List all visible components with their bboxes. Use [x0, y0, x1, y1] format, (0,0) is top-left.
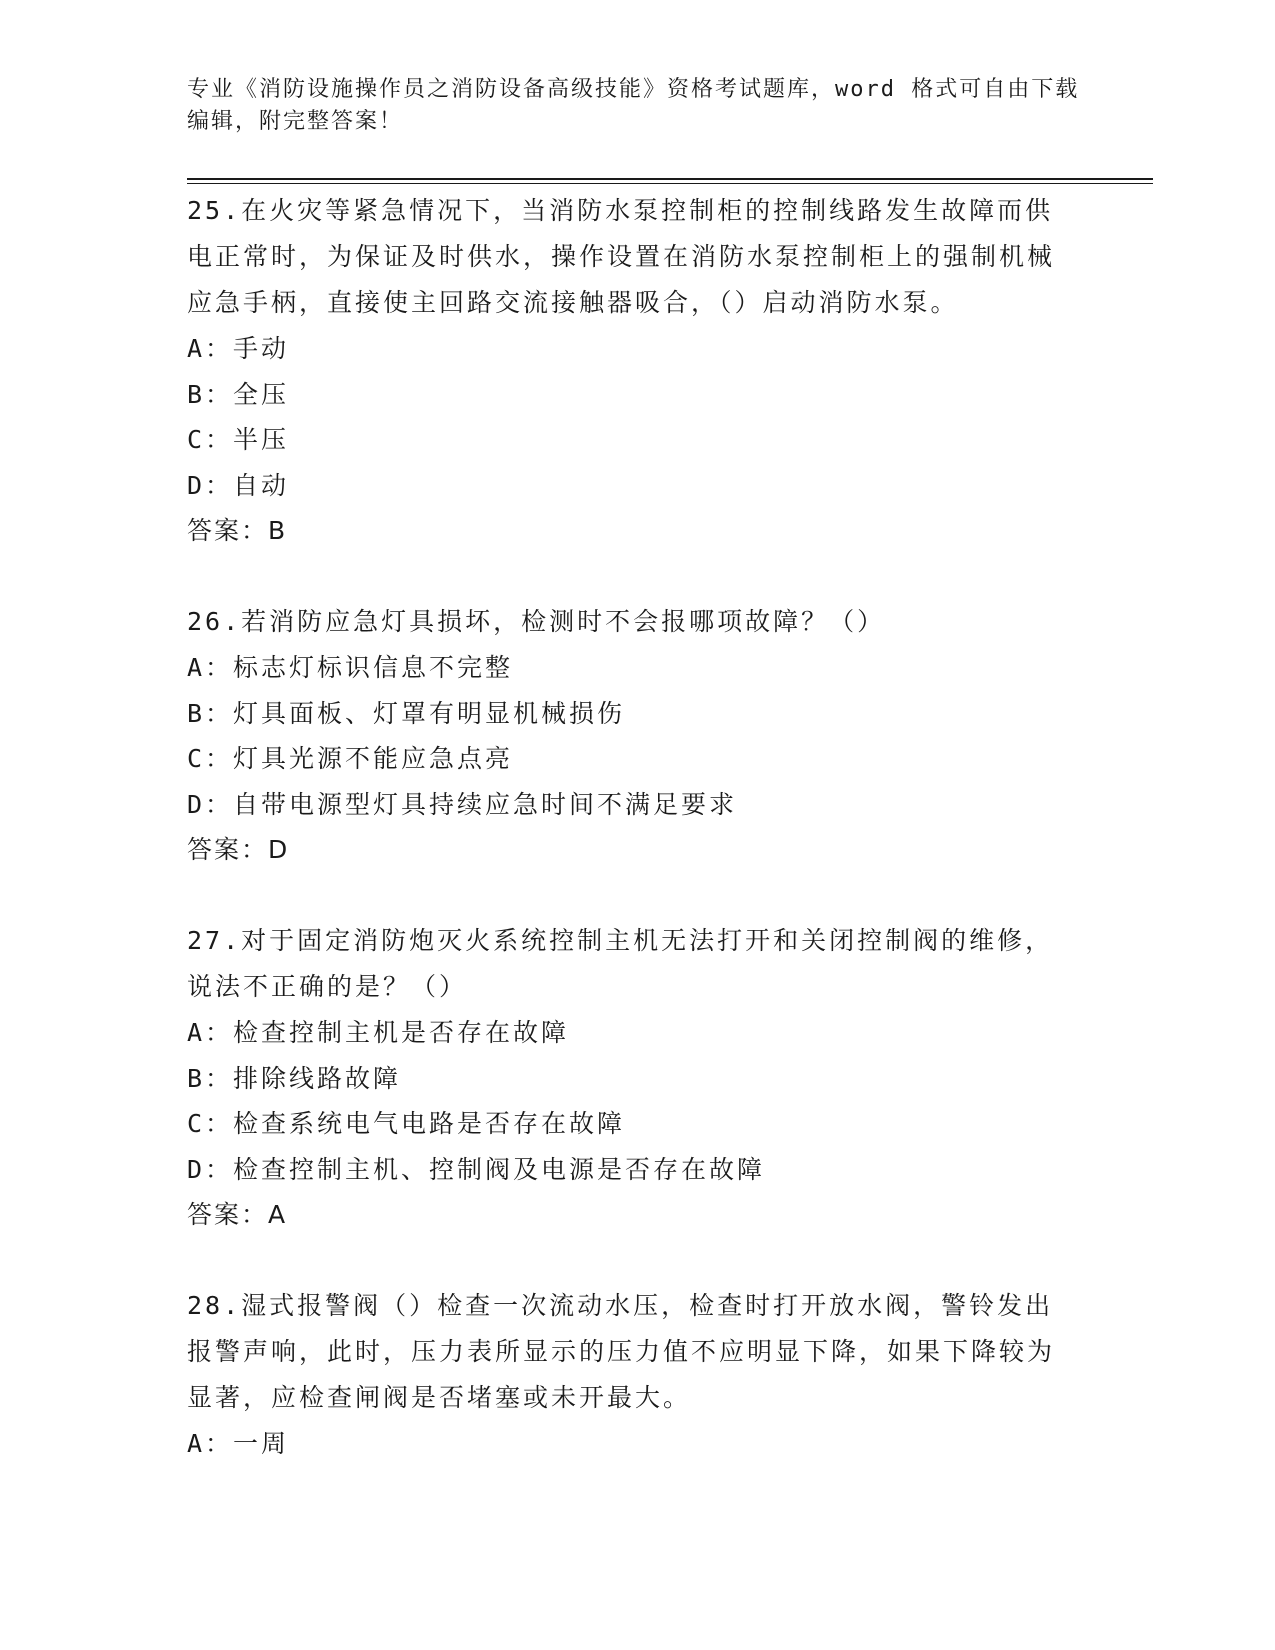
option-b: B：灯具面板、灯罩有明显机械损伤 — [187, 698, 626, 728]
question-26 — [187, 599, 1067, 873]
option-d: D：检查控制主机、控制阀及电源是否存在故障 — [187, 1154, 766, 1184]
option-a: A：检查控制主机是否存在故障 — [187, 1018, 570, 1047]
question-stem: 28.湿式报警阀（）检查一次流动水压，检查时打开放水阀，警铃发出报警声响，此时，压力表所显示的压力值不应明显下降，如果下降较为显著，应检查闸阀是否堵塞或未开最大。 — [187, 1291, 1056, 1412]
question-spacer — [187, 873, 1067, 918]
option-a: A：标志灯标识信息不完整 — [187, 653, 514, 682]
question-25 — [187, 188, 1067, 554]
header-text: 专业《消防设施操作员之消防设备高级技能》资格考试题库，word 格式可自由下载编辑，附完整答案！ — [187, 77, 1080, 134]
answer-line: 答案：B — [187, 516, 288, 545]
option-c: C：灯具光源不能应急点亮 — [187, 744, 514, 773]
option-b: B：排除线路故障 — [187, 1063, 402, 1093]
option-a: A：一周 — [187, 1429, 290, 1458]
question-stem: 26.若消防应急灯具损坏，检测时不会报哪项故障？（） — [187, 607, 886, 636]
question-27 — [187, 918, 1067, 1238]
option-c: C：检查系统电气电路是否存在故障 — [187, 1109, 626, 1138]
option-d: D：自动 — [187, 470, 290, 500]
question-28 — [187, 1283, 1067, 1467]
question-list — [187, 188, 1067, 1467]
answer-line: 答案：A — [187, 1200, 288, 1229]
option-a: A：手动 — [187, 334, 290, 363]
option-c: C：半压 — [187, 425, 290, 454]
header-divider-thick — [187, 178, 1153, 180]
option-b: B：全压 — [187, 379, 290, 409]
question-stem: 27.对于固定消防炮灭火系统控制主机无法打开和关闭控制阀的维修，说法不正确的是？（） — [187, 926, 1054, 1001]
answer-line: 答案：D — [187, 835, 290, 864]
header-divider-thin — [187, 183, 1153, 184]
question-spacer — [187, 554, 1067, 599]
option-d: D：自带电源型灯具持续应急时间不满足要求 — [187, 789, 738, 819]
question-stem: 25.在火灾等紧急情况下，当消防水泵控制柜的控制线路发生故障而供电正常时，为保证及时供水，操作设置在消防水泵控制柜上的强制机械应急手柄，直接使主回路交流接触器吸合，（）启动消防水泵。 — [187, 196, 1056, 317]
question-spacer — [187, 1238, 1067, 1283]
document-header — [187, 74, 1087, 138]
